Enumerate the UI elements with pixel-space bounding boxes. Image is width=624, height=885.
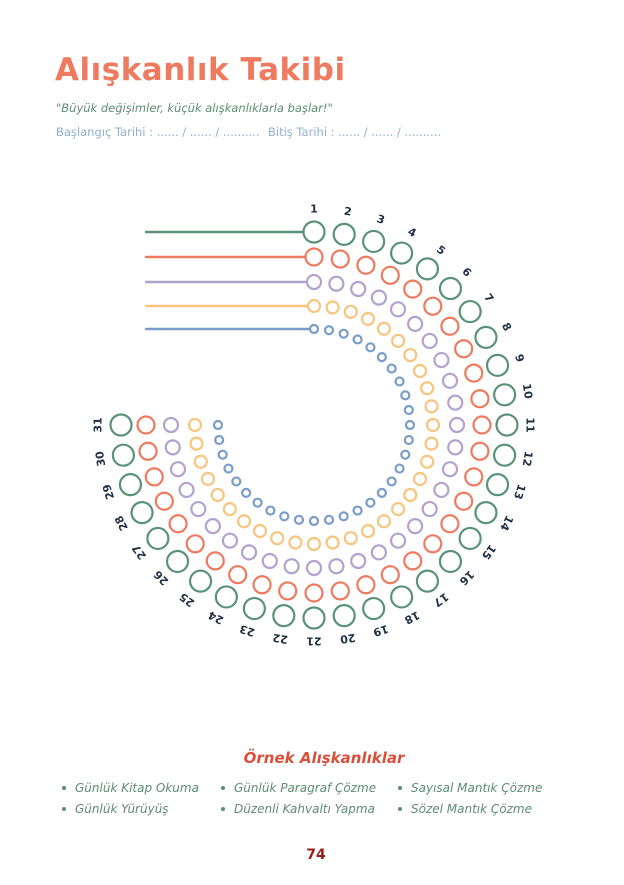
examples-title: Örnek Alışkanlıklar [243,749,405,767]
habit-day-checkbox[interactable] [232,477,240,485]
habit-day-checkbox[interactable] [156,493,173,510]
example-item: Sayısal Mantık Çözme [398,781,542,795]
habit-day-checkbox[interactable] [357,257,374,274]
day-number-label: 13 [510,482,528,502]
habit-day-checkbox[interactable] [254,576,271,593]
habit-day-checkbox[interactable] [216,586,237,607]
habit-day-checkbox[interactable] [271,532,283,544]
habit-day-checkbox[interactable] [475,327,496,348]
habit-day-checkbox[interactable] [378,515,390,527]
habit-day-checkbox[interactable] [340,330,348,338]
day-number-label: 5 [434,242,448,258]
habit-day-checkbox[interactable] [443,374,457,388]
habit-day-checkbox[interactable] [487,474,508,495]
habit-day-checkbox[interactable] [164,418,178,432]
habit-day-checkbox[interactable] [354,335,362,343]
habit-day-checkbox[interactable] [382,566,399,583]
day-number-label: 26 [151,567,172,588]
habit-day-checkbox[interactable] [424,535,441,552]
day-number-label: 14 [497,513,516,533]
habit-day-checkbox[interactable] [223,534,237,548]
habit-day-checkbox[interactable] [396,465,404,473]
day-number-label: 30 [93,450,109,468]
habit-day-checkbox[interactable] [224,465,232,473]
habit-day-checkbox[interactable] [351,554,365,568]
habit-day-checkbox[interactable] [378,489,386,497]
habit-day-checkbox[interactable] [357,576,374,593]
habit-day-checkbox[interactable] [406,421,414,429]
habit-day-checkbox[interactable] [471,443,488,460]
example-item: Düzenli Kahvaltı Yapma [221,802,375,816]
day-number-label: 28 [112,513,131,533]
habit-day-checkbox[interactable] [424,298,441,315]
habit-day-checkbox[interactable] [202,473,214,485]
habit-day-checkbox[interactable] [426,400,438,412]
habit-day-checkbox[interactable] [423,502,437,516]
habit-day-checkbox[interactable] [392,503,404,515]
day-number-label: 24 [206,608,226,627]
habit-day-checkbox[interactable] [304,222,325,243]
day-number-label: 1 [310,202,318,216]
habit-day-checkbox[interactable] [263,554,277,568]
habit-day-checkbox[interactable] [190,571,211,592]
habit-day-checkbox[interactable] [448,396,462,410]
habit-day-checkbox[interactable] [401,391,409,399]
habit-day-checkbox[interactable] [138,417,155,434]
habit-day-checkbox[interactable] [388,477,396,485]
day-number-label: 21 [306,634,322,648]
habit-day-checkbox[interactable] [404,489,416,501]
habit-day-checkbox[interactable] [332,251,349,268]
habit-day-checkbox[interactable] [363,231,384,252]
habit-day-checkbox[interactable] [289,537,301,549]
habit-day-checkbox[interactable] [417,258,438,279]
habit-day-checkbox[interactable] [460,528,481,549]
habit-day-checkbox[interactable] [332,582,349,599]
day-number-label: 3 [375,212,387,227]
habit-day-checkbox[interactable] [443,462,457,476]
habit-day-checkbox[interactable] [334,224,355,245]
habit-day-checkbox[interactable] [494,445,515,466]
habit-day-checkbox[interactable] [414,473,426,485]
habit-day-checkbox[interactable] [306,585,323,602]
habit-day-checkbox[interactable] [401,451,409,459]
habit-day-checkbox[interactable] [238,515,250,527]
habit-day-checkbox[interactable] [417,571,438,592]
habit-day-checkbox[interactable] [280,512,288,520]
habit-day-checkbox[interactable] [180,483,194,497]
habit-day-checkbox[interactable] [242,489,250,497]
habit-day-checkbox[interactable] [170,515,187,532]
habit-day-checkbox[interactable] [426,438,438,450]
bullet-icon [62,786,66,790]
habit-day-checkbox[interactable] [497,415,518,436]
habit-day-checkbox[interactable] [111,415,132,436]
habit-day-checkbox[interactable] [494,384,515,405]
example-item: Günlük Yürüyüş [62,802,169,816]
habit-day-checkbox[interactable] [212,489,224,501]
day-number-label: 15 [478,541,499,562]
bullet-icon [398,807,402,811]
day-number-label: 8 [498,320,514,334]
habit-day-checkbox[interactable] [351,282,365,296]
bullet-icon [62,807,66,811]
habit-day-checkbox[interactable] [404,349,416,361]
habit-day-checkbox[interactable] [448,440,462,454]
habit-day-checkbox[interactable] [421,382,433,394]
example-item: Günlük Paragraf Çözme [221,781,376,795]
habit-day-checkbox[interactable] [113,445,134,466]
day-number-label: 29 [100,482,118,502]
habit-day-checkbox[interactable] [382,267,399,284]
habit-day-checkbox[interactable] [475,502,496,523]
habit-day-checkbox[interactable] [273,605,294,626]
habit-day-checkbox[interactable] [254,499,262,507]
day-number-label: 22 [271,630,289,646]
page-number: 74 [306,847,326,863]
habit-day-checkbox[interactable] [441,515,458,532]
habit-day-checkbox[interactable] [423,334,437,348]
habit-day-checkbox[interactable] [266,507,274,515]
habit-day-checkbox[interactable] [224,503,236,515]
habit-day-checkbox[interactable] [378,323,390,335]
habit-day-checkbox[interactable] [474,417,491,434]
habit-day-checkbox[interactable] [325,326,333,334]
page-title: Alışkanlık Takibi [55,52,346,88]
motto-quote: "Büyük değişimler, küçük alışkanlıklarla başlar!" [56,101,333,115]
habit-day-checkbox[interactable] [421,456,433,468]
habit-day-checkbox[interactable] [414,365,426,377]
habit-day-checkbox[interactable] [295,516,303,524]
day-number-label: 6 [459,264,475,280]
habit-day-checkbox[interactable] [189,419,201,431]
day-number-label: 31 [91,417,105,433]
habit-day-checkbox[interactable] [308,538,320,550]
bullet-icon [221,786,225,790]
day-number-label: 11 [523,417,537,433]
habit-day-checkbox[interactable] [378,353,386,361]
day-number-label: 12 [519,450,535,468]
habit-day-checkbox[interactable] [391,243,412,264]
habit-day-checkbox[interactable] [308,300,320,312]
day-number-label: 25 [177,589,198,610]
habit-day-checkbox[interactable] [363,598,384,619]
habit-day-checkbox[interactable] [327,537,339,549]
habit-day-checkbox[interactable] [206,519,220,533]
habit-day-checkbox[interactable] [242,545,256,559]
habit-day-checkbox[interactable] [408,519,422,533]
habit-day-checkbox[interactable] [310,325,318,333]
habit-day-checkbox[interactable] [471,390,488,407]
habit-day-checkbox[interactable] [362,313,374,325]
habit-day-checkbox[interactable] [120,474,141,495]
habit-day-checkbox[interactable] [408,317,422,331]
habit-day-checkbox[interactable] [146,468,163,485]
habit-day-checkbox[interactable] [345,532,357,544]
day-number-label: 17 [430,589,451,610]
habit-day-checkbox[interactable] [310,517,318,525]
habit-day-checkbox[interactable] [354,507,362,515]
habit-day-checkbox[interactable] [171,462,185,476]
habit-day-checkbox[interactable] [434,483,448,497]
habit-day-checkbox[interactable] [450,418,464,432]
habit-day-checkbox[interactable] [404,281,421,298]
habit-day-checkbox[interactable] [434,353,448,367]
habit-day-checkbox[interactable] [334,605,355,626]
habit-day-checkbox[interactable] [214,421,222,429]
habit-day-checkbox[interactable] [187,535,204,552]
habit-day-checkbox[interactable] [219,451,227,459]
day-number-label: 7 [481,291,497,305]
habit-day-checkbox[interactable] [191,502,205,516]
day-number-label: 10 [519,382,535,400]
habit-day-checkbox[interactable] [166,440,180,454]
habit-day-checkbox[interactable] [465,468,482,485]
habit-day-checkbox[interactable] [167,551,188,572]
day-number-label: 27 [129,541,150,562]
habit-day-checkbox[interactable] [215,436,223,444]
habit-day-checkbox[interactable] [372,545,386,559]
habit-day-checkbox[interactable] [340,512,348,520]
habit-day-checkbox[interactable] [427,419,439,431]
day-number-label: 9 [512,352,527,364]
habit-day-checkbox[interactable] [147,528,168,549]
habit-day-checkbox[interactable] [441,318,458,335]
habit-day-checkbox[interactable] [465,365,482,382]
habit-day-checkbox[interactable] [327,301,339,313]
habit-day-checkbox[interactable] [244,598,265,619]
habit-day-checkbox[interactable] [372,291,386,305]
habit-day-checkbox[interactable] [285,559,299,573]
habit-day-checkbox[interactable] [391,586,412,607]
habit-day-checkbox[interactable] [190,438,202,450]
day-number-label: 18 [402,608,422,627]
habit-day-checkbox[interactable] [405,436,413,444]
habit-day-checkbox[interactable] [455,340,472,357]
habit-day-checkbox[interactable] [279,582,296,599]
day-number-label: 23 [237,621,257,639]
habit-day-checkbox[interactable] [405,406,413,414]
habit-day-checkbox[interactable] [391,534,405,548]
habit-day-checkbox[interactable] [487,355,508,376]
day-number-label: 4 [405,225,419,241]
habit-day-checkbox[interactable] [306,249,323,266]
habit-day-checkbox[interactable] [366,343,374,351]
habit-day-checkbox[interactable] [195,456,207,468]
habit-day-checkbox[interactable] [404,552,421,569]
habit-day-checkbox[interactable] [304,608,325,629]
habit-day-checkbox[interactable] [460,301,481,322]
habit-day-checkbox[interactable] [440,278,461,299]
habit-day-checkbox[interactable] [207,552,224,569]
habit-day-checkbox[interactable] [388,365,396,373]
start-date-field: Başlangıç Tarihi : ...... / ...... / .......... [56,125,260,139]
habit-day-checkbox[interactable] [325,516,333,524]
habit-day-checkbox[interactable] [440,551,461,572]
habit-day-checkbox[interactable] [366,499,374,507]
end-date-field: Bitiş Tarihi : ...... / ...... / .......... [268,125,441,139]
habit-day-checkbox[interactable] [362,525,374,537]
habit-day-checkbox[interactable] [329,277,343,291]
example-item: Sözel Mantık Çözme [398,802,532,816]
habit-day-checkbox[interactable] [392,335,404,347]
habit-day-checkbox[interactable] [345,306,357,318]
habit-day-checkbox[interactable] [132,502,153,523]
habit-day-checkbox[interactable] [329,559,343,573]
habit-day-checkbox[interactable] [391,302,405,316]
bullet-icon [398,786,402,790]
habit-day-checkbox[interactable] [455,493,472,510]
habit-day-checkbox[interactable] [307,561,321,575]
day-number-label: 19 [371,621,391,639]
day-number-label: 20 [339,630,357,646]
habit-day-checkbox[interactable] [307,275,321,289]
day-number-label: 16 [456,567,477,588]
habit-day-checkbox[interactable] [254,525,266,537]
day-number-label: 2 [342,204,353,219]
example-item: Günlük Kitap Okuma [62,781,199,795]
bullet-icon [221,807,225,811]
habit-day-checkbox[interactable] [396,377,404,385]
habit-day-checkbox[interactable] [140,443,157,460]
habit-day-checkbox[interactable] [229,566,246,583]
